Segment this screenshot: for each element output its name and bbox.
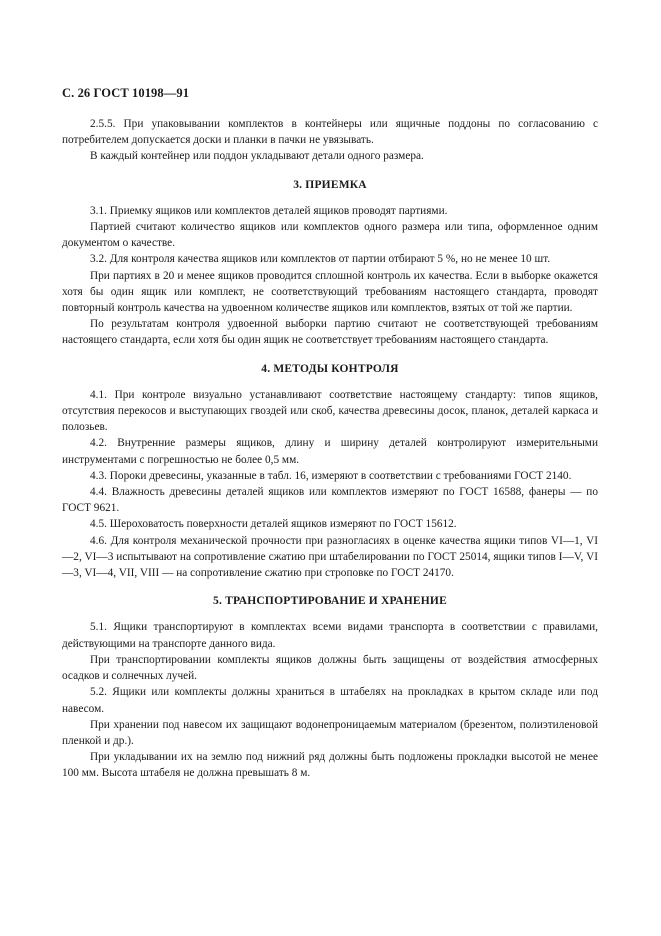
paragraph: 4.5. Шероховатость поверхности деталей ящиков измеряют по ГОСТ 15612. (90, 518, 457, 531)
paragraph: При укладывании их на землю под нижний ряд должны быть подложены прокладки высотой не менее 100 мм. Высота штабеля не должна превышать 8 м. (62, 751, 598, 780)
paragraph: При транспортировании комплекты ящиков должны быть защищены от воздействия атмосферных осадков и солнечных лучей. (62, 653, 598, 683)
paragraph: 4.4. Влажность древесины деталей ящиков или комплектов измеряют по ГОСТ 16588, фанеры — по ГОСТ 9621. (62, 486, 598, 515)
paragraph: 3.1. Приемку ящиков или комплектов деталей ящиков проводят партиями. (90, 204, 448, 217)
paragraph: 4.2. Внутренние размеры ящиков, длину и ширину деталей контролируют измерительными инструментами с погрешностью не более 0,5 мм. (62, 437, 598, 466)
paragraph: 2.5.5. При упаковывании комплектов в контейнеры или ящичные поддоны по согласованию с потребителем допускается доски и планки в пачки не увязывать. (62, 118, 598, 147)
section-heading: 5. ТРАНСПОРТИРОВАНИЕ И ХРАНЕНИЕ (213, 595, 447, 608)
paragraph: 4.1. При контроле визуально устанавливают соответствие настоящему стандарту: типов ящиков, отсутствия перекосов и выступающих гвоздей или скоб, качества древесины досок, планок, деталей каркаса и полозьев. (62, 388, 598, 434)
paragraph: 5.2. Ящики или комплекты должны храниться в штабелях на прокладках в крытом складе или под навесом. (62, 686, 598, 715)
paragraph: 3.2. Для контроля качества ящиков или комплектов от партии отбирают 5 %, но не менее 10 шт. (90, 253, 551, 266)
paragraph: При хранении под навесом их защищают водонепроницаемым материалом (брезентом, полиэтиленовой пленкой и др.). (62, 718, 598, 747)
paragraph: По результатам контроля удвоенной выборки партию считают не соответствующей требованиям настоящего стандарта, если хотя бы один ящик не соответствует требованиям настоящего стандарта. (62, 318, 598, 347)
paragraph: 4.3. Пороки древесины, указанные в табл. 16, измеряют в соответствии с требованиями ГОСТ 2140. (90, 469, 572, 482)
document-body (62, 116, 598, 782)
paragraph: 4.6. Для контроля механической прочности при разногласиях в оценке качества ящики типов VI—1, VI—2, VI—3 испытывают на сопротивление сжатию при штабелировании по ГОСТ 25014, ящики типов I—V, VI—3, VI—4, VII, VIII — на сопротивление сжатию при строповке по ГОСТ 24170. (62, 534, 598, 580)
section-heading: 3. ПРИЕМКА (293, 178, 367, 191)
paragraph: При партиях в 20 и менее ящиков проводится сплошной контроль их качества. Если в выборке окажется хотя бы один ящик или комплект, не соответствующий требованиям настоящего стандарта, проводят повторный контроль качества на удвоенном количестве ящиков или комплектов, взятых от той же партии. (62, 269, 598, 315)
paragraph: Партией считают количество ящиков или комплектов одного размера или типа, оформленное одним документом о качестве. (62, 221, 598, 250)
paragraph: В каждый контейнер или поддон укладывают детали одного размера. (90, 150, 424, 163)
running-header: С. 26 ГОСТ 10198—91 (62, 86, 190, 100)
paragraph: 5.1. Ящики транспортируют в комплектах всеми видами транспорта в соответствии с правилами, действующими на транспорте данного вида. (62, 621, 598, 650)
section-heading: 4. МЕТОДЫ КОНТРОЛЯ (261, 362, 399, 375)
